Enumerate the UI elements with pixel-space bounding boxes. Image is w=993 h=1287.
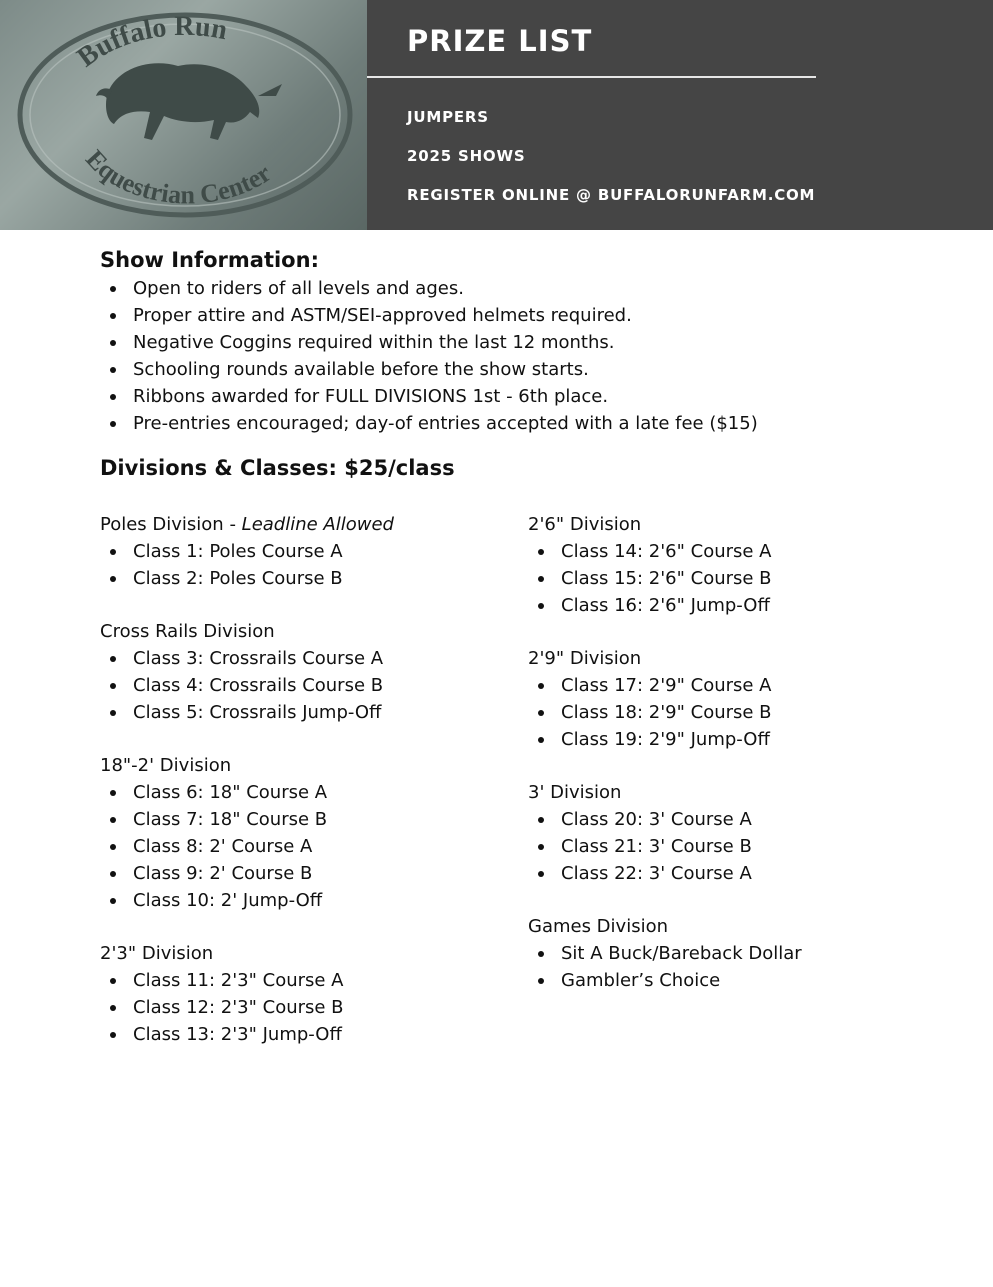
- division-separator: -: [223, 514, 242, 535]
- list-item: Open to riders of all levels and ages.: [100, 275, 758, 302]
- class-item: Class 10: 2' Jump-Off: [100, 887, 394, 914]
- class-item: Class 14: 2'6" Course A: [528, 538, 802, 565]
- class-item: Class 12: 2'3" Course B: [100, 994, 394, 1021]
- class-item: Class 9: 2' Course B: [100, 860, 394, 887]
- division-title: 2'6" Division: [528, 514, 642, 535]
- division-2ft3: [100, 940, 394, 1048]
- division-2ft6: [528, 511, 802, 619]
- class-item: Class 4: Crossrails Course B: [100, 672, 394, 699]
- division-18in-2ft: [100, 752, 394, 914]
- division-name: Poles Division: [100, 514, 224, 535]
- division-games: [528, 913, 802, 994]
- division-title: Games Division: [528, 916, 669, 937]
- list-item: Pre-entries encouraged; day-of entries accepted with a late fee ($15): [100, 410, 758, 437]
- list-item: Negative Coggins required within the last 12 months.: [100, 329, 758, 356]
- class-item: Class 15: 2'6" Course B: [528, 565, 802, 592]
- header-banner: [0, 0, 993, 230]
- division-3ft: [528, 779, 802, 887]
- division-title: [100, 511, 394, 538]
- divisions-right-column: [528, 511, 802, 1020]
- division-2ft9: [528, 645, 802, 753]
- class-item: Class 3: Crossrails Course A: [100, 645, 394, 672]
- class-item: Gambler’s Choice: [528, 967, 802, 994]
- buffalo-icon: [96, 63, 282, 140]
- class-item: Class 11: 2'3" Course A: [100, 967, 394, 994]
- title-panel: [367, 0, 993, 230]
- discipline-label: JUMPERS: [407, 108, 489, 126]
- division-note: Leadline Allowed: [241, 514, 394, 535]
- class-item: Class 16: 2'6" Jump-Off: [528, 592, 802, 619]
- show-info-list: [100, 275, 758, 437]
- class-item: Class 1: Poles Course A: [100, 538, 394, 565]
- class-item: Class 19: 2'9" Jump-Off: [528, 726, 802, 753]
- page-title: PRIZE LIST: [407, 24, 593, 58]
- class-item: Class 18: 2'9" Course B: [528, 699, 802, 726]
- division-poles: [100, 511, 394, 592]
- season-label: 2025 SHOWS: [407, 147, 526, 165]
- division-title: 2'3" Division: [100, 943, 214, 964]
- division-title: 18"-2' Division: [100, 755, 232, 776]
- division-title: 2'9" Division: [528, 648, 642, 669]
- divisions-heading: Divisions & Classes: $25/class: [100, 456, 455, 480]
- class-item: Class 5: Crossrails Jump-Off: [100, 699, 394, 726]
- class-item: Class 21: 3' Course B: [528, 833, 802, 860]
- class-item: Class 6: 18" Course A: [100, 779, 394, 806]
- logo-top-text: Buffalo Run: [71, 10, 230, 74]
- class-item: Class 20: 3' Course A: [528, 806, 802, 833]
- class-item: Class 22: 3' Course A: [528, 860, 802, 887]
- list-item: Schooling rounds available before the show starts.: [100, 356, 758, 383]
- show-info-heading: Show Information:: [100, 248, 319, 272]
- logo-image: [0, 0, 367, 230]
- divisions-left-column: [100, 511, 394, 1074]
- class-item: Class 2: Poles Course B: [100, 565, 394, 592]
- list-item: Proper attire and ASTM/SEI-approved helmets required.: [100, 302, 758, 329]
- class-item: Sit A Buck/Bareback Dollar: [528, 940, 802, 967]
- division-title: 3' Division: [528, 782, 622, 803]
- division-cross-rails: [100, 618, 394, 726]
- register-link[interactable]: REGISTER ONLINE @ BUFFALORUNFARM.COM: [407, 186, 816, 204]
- class-item: Class 8: 2' Course A: [100, 833, 394, 860]
- class-item: Class 7: 18" Course B: [100, 806, 394, 833]
- class-item: Class 17: 2'9" Course A: [528, 672, 802, 699]
- division-title: Cross Rails Division: [100, 621, 275, 642]
- class-item: Class 13: 2'3" Jump-Off: [100, 1021, 394, 1048]
- logo-bottom-text: Equestrian Center: [80, 144, 277, 210]
- header-divider: [367, 76, 816, 78]
- list-item: Ribbons awarded for FULL DIVISIONS 1st - 6th place.: [100, 383, 758, 410]
